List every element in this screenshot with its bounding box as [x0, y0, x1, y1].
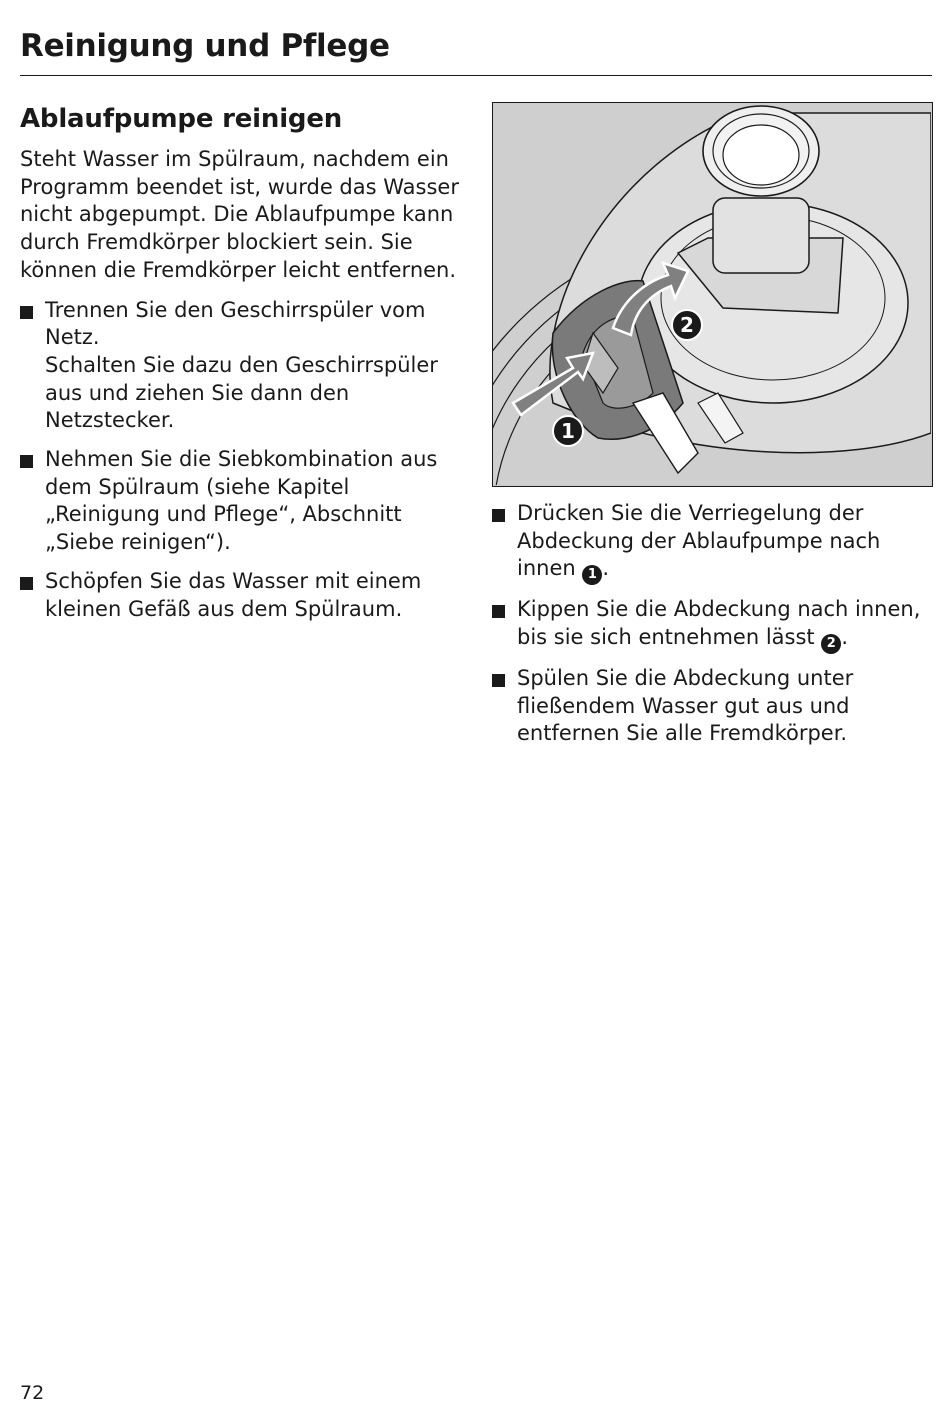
step-punctuation: . — [841, 624, 849, 649]
step-text: Nehmen Sie die Siebkombination aus dem Spülraum (siehe Kapitel „Reinigung und Pflege“, Abschnitt „Siebe reinigen“). — [45, 447, 438, 555]
bullet-square-icon — [20, 455, 33, 468]
bullet-square-icon — [20, 306, 33, 319]
callout-1-label: 1 — [561, 419, 575, 443]
left-column — [20, 104, 468, 634]
bullet-square-icon — [492, 674, 505, 687]
section-heading: Ablaufpumpe reinigen — [20, 104, 343, 134]
step-subtext: Schalten Sie dazu den Geschirrspüler aus und ziehen Sie dann den Netzstecker. — [45, 352, 438, 433]
step-tilt-cover — [492, 596, 938, 654]
step-text: Schöpfen Sie das Wasser mit einem kleinen Gefäß aus dem Spülraum. — [45, 568, 422, 621]
step-text: Kippen Sie die Abdeckung nach innen, bis sie sich entnehmen lässt — [517, 597, 921, 649]
title-divider — [20, 75, 932, 76]
step-text: Trennen Sie den Geschirrspüler vom Netz. — [45, 297, 426, 350]
step-press-latch — [492, 500, 938, 585]
bullet-square-icon — [492, 509, 505, 522]
callout-2-label: 2 — [680, 313, 694, 337]
bullet-square-icon — [492, 605, 505, 618]
page-title: Reinigung und Pflege — [20, 28, 390, 64]
marker-2-icon: 2 — [821, 634, 841, 654]
step-scoop-water — [20, 568, 468, 623]
step-remove-filter — [20, 446, 468, 557]
step-rinse-cover — [492, 665, 938, 748]
intro-paragraph: Steht Wasser im Spülraum, nachdem ein Programm beendet ist, wurde das Wasser nicht abgepumpt. Die Ablaufpumpe kann durch Fremdkörper blockiert sein. Sie können die Fremdkörper leicht entfernen. — [20, 147, 459, 282]
step-punctuation: . — [602, 556, 610, 581]
step-text: Drücken Sie die Verriegelung der Abdeckung der Ablaufpumpe nach innen — [517, 501, 881, 581]
page-number: 72 — [20, 1382, 45, 1404]
right-column — [492, 500, 938, 759]
step-text: Spülen Sie die Abdeckung unter fließendem Wasser gut aus und entfernen Sie alle Fremdkörper. — [517, 665, 854, 746]
pump-illustration — [492, 102, 933, 487]
step-disconnect — [20, 297, 468, 436]
bullet-square-icon — [20, 577, 33, 590]
marker-1-icon: 1 — [582, 565, 602, 585]
